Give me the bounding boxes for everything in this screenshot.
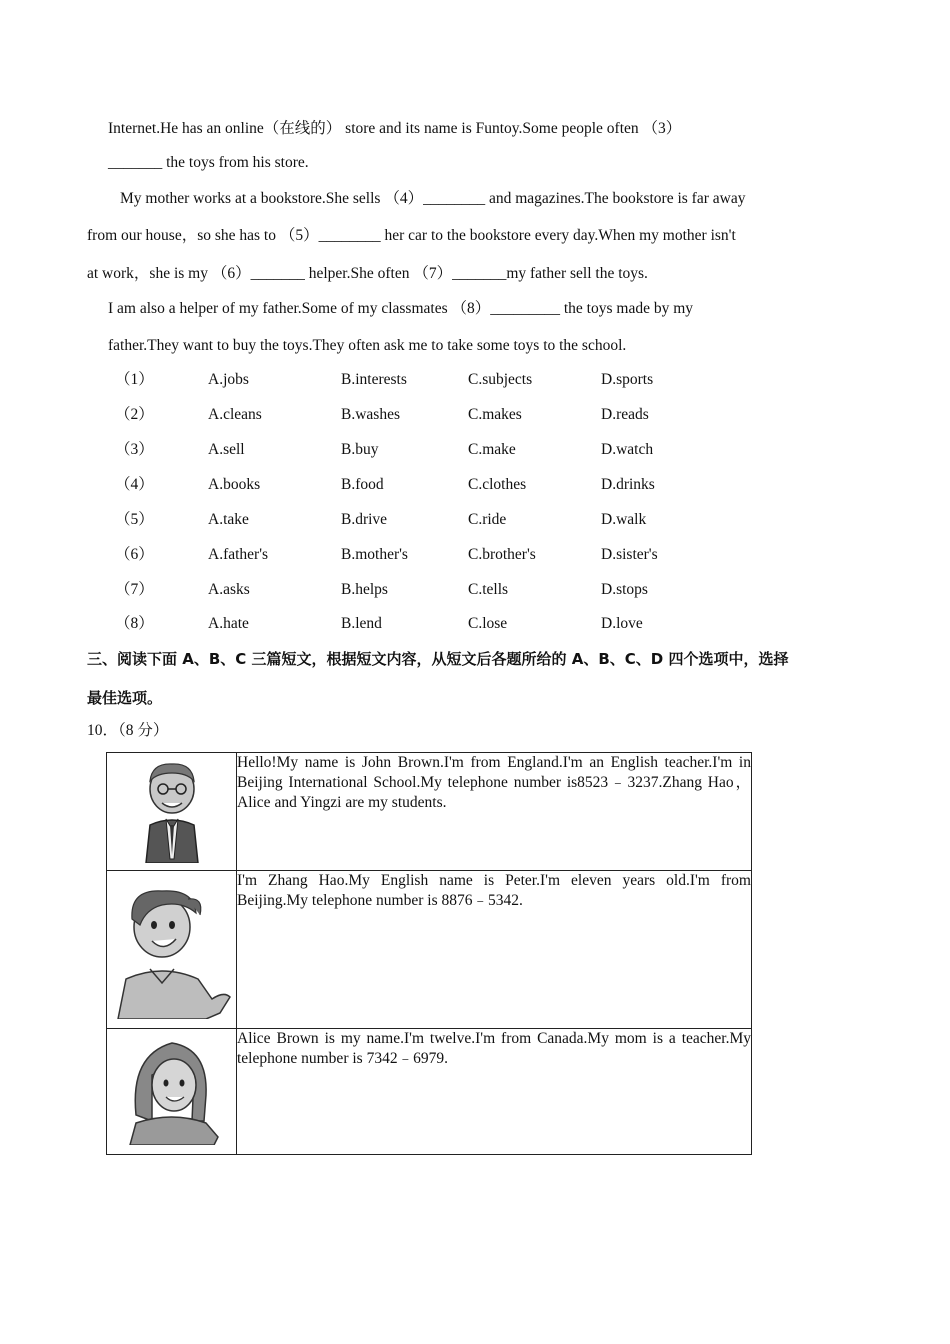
option-number: （5） (115, 511, 154, 528)
option-a: A.sell (208, 441, 245, 458)
passage-line-4: from our house，so she has to （5）________ her car to the bookstore every day.When my mother isn't (87, 227, 736, 244)
portrait-cell (107, 871, 237, 1029)
option-number: （3） (115, 441, 154, 458)
teacher-portrait-icon (132, 759, 212, 863)
option-number: （7） (115, 581, 154, 598)
option-row-1 (0, 370, 950, 390)
passage-line-3: My mother works at a bookstore.She sells （4）________ and magazines.The bookstore is far away (120, 190, 746, 207)
option-number: （8） (115, 615, 154, 632)
option-row-3 (0, 440, 950, 460)
reading-text: Hello!My name is John Brown.I'm from England.I'm an English teacher.I'm in Beijing International School.My telephone number is8523﹣3237.Zhang Hao，Alice and Yingzi are my students. (237, 753, 752, 871)
option-b: B.drive (341, 511, 388, 528)
option-c: C.subjects (468, 371, 533, 388)
option-c: C.lose (468, 615, 508, 632)
option-c: C.brother's (468, 546, 536, 563)
option-row-2 (0, 405, 950, 425)
reading-row (107, 1029, 752, 1155)
option-d: D.watch (601, 441, 654, 458)
reading-text: I'm Zhang Hao.My English name is Peter.I'm eleven years old.I'm from Beijing.My telephone number is 8876﹣5342. (237, 871, 752, 1029)
option-number: （4） (115, 476, 154, 493)
portrait-cell (107, 753, 237, 871)
option-a: A.take (208, 511, 249, 528)
question-label: 10．（8 分） (87, 722, 169, 739)
option-b: B.mother's (341, 546, 408, 563)
option-a: A.hate (208, 615, 249, 632)
reading-row (107, 753, 752, 871)
reading-table (106, 752, 752, 1155)
option-number: （6） (115, 546, 154, 563)
option-a: A.father's (208, 546, 269, 563)
section-heading-line-1: 三、阅读下面 A、B、C 三篇短文，根据短文内容，从短文后各题所给的 A、B、C、D 四个选项中，选择 (87, 650, 789, 668)
passage-line-6: I am also a helper of my father.Some of my classmates （8）_________ the toys made by my (108, 300, 694, 317)
option-a: A.asks (208, 581, 250, 598)
option-b: B.helps (341, 581, 388, 598)
option-d: D.walk (601, 511, 647, 528)
option-d: D.love (601, 615, 643, 632)
option-d: D.sister's (601, 546, 658, 563)
option-a: A.cleans (208, 406, 262, 423)
portrait-cell (107, 1029, 237, 1155)
passage-line-5: at work，she is my （6）_______ helper.She often （7）_______my father sell the toys. (87, 265, 648, 282)
option-c: C.makes (468, 406, 522, 423)
passage-line-7: father.They want to buy the toys.They often ask me to take some toys to the school. (108, 337, 627, 354)
option-row-5 (0, 510, 950, 530)
option-b: B.washes (341, 406, 400, 423)
option-row-4 (0, 475, 950, 495)
reading-text: Alice Brown is my name.I'm twelve.I'm from Canada.My mom is a teacher.My telephone number is 7342﹣6979. (237, 1029, 752, 1155)
option-b: B.buy (341, 441, 379, 458)
option-c: C.tells (468, 581, 509, 598)
option-row-6 (0, 545, 950, 565)
option-d: D.stops (601, 581, 648, 598)
girl-portrait-icon (122, 1035, 222, 1145)
option-b: B.interests (341, 371, 407, 388)
option-c: C.make (468, 441, 516, 458)
option-d: D.sports (601, 371, 654, 388)
option-a: A.books (208, 476, 261, 493)
boy-portrait-icon (112, 879, 232, 1019)
option-row-8 (0, 614, 950, 634)
option-d: D.reads (601, 406, 649, 423)
option-d: D.drinks (601, 476, 655, 493)
option-c: C.clothes (468, 476, 527, 493)
option-c: C.ride (468, 511, 507, 528)
option-number: （1） (115, 371, 154, 388)
option-row-7 (0, 580, 950, 600)
option-a: A.jobs (208, 371, 249, 388)
option-b: B.food (341, 476, 384, 493)
passage-line-2: _______ the toys from his store. (108, 154, 309, 171)
reading-row (107, 871, 752, 1029)
option-number: （2） (115, 406, 154, 423)
passage-line-1: Internet.He has an online（在线的） store and its name is Funtoy.Some people often （3） (108, 120, 682, 137)
option-b: B.lend (341, 615, 382, 632)
section-heading-line-2: 最佳选项。 (87, 689, 163, 707)
